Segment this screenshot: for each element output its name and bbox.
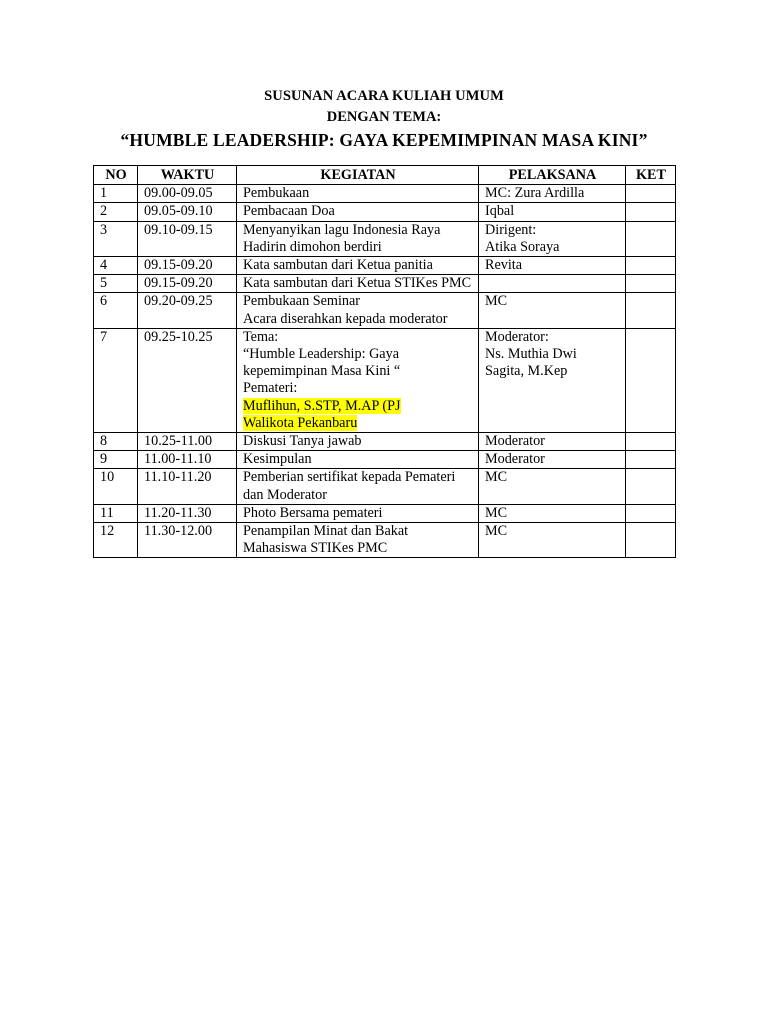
cell-ket	[626, 328, 676, 432]
cell-ket	[626, 275, 676, 293]
cell-ket	[626, 523, 676, 558]
cell-waktu: 09.15-09.20	[138, 275, 237, 293]
pelaksana-line: Moderator	[485, 433, 545, 450]
cell-no: 5	[94, 275, 138, 293]
table-row	[94, 221, 676, 256]
cell-pelaksana	[479, 221, 626, 256]
cell-no: 4	[94, 257, 138, 275]
cell-ket	[626, 185, 676, 203]
cell-kegiatan	[237, 221, 479, 256]
kegiatan-text: Penampilan Minat dan Bakat Mahasiswa STIKes PMC	[243, 523, 409, 557]
table-row	[94, 257, 676, 275]
cell-waktu: 09.20-09.25	[138, 293, 237, 328]
cell-no: 7	[94, 328, 138, 432]
highlighted-line: Muflihun, S.STP, M.AP (PJ	[243, 397, 401, 414]
cell-no: 3	[94, 221, 138, 256]
cell-kegiatan	[237, 275, 479, 293]
kegiatan-line: Diskusi Tanya jawab	[243, 433, 362, 450]
kegiatan-line: Pembukaan	[243, 185, 310, 202]
cell-pelaksana	[479, 451, 626, 469]
column-header-kegiatan: KEGIATAN	[237, 166, 479, 185]
kegiatan-text: Pemberian sertifikat kepada Pemateri dan Moderator	[243, 469, 456, 503]
cell-waktu: 11.30-12.00	[138, 523, 237, 558]
cell-waktu: 09.25-10.25	[138, 328, 237, 432]
cell-pelaksana	[479, 293, 626, 328]
cell-kegiatan	[237, 257, 479, 275]
kegiatan-line: kepemimpinan Masa Kini “	[243, 363, 401, 380]
cell-pelaksana	[479, 504, 626, 522]
kegiatan-line: Kata sambutan dari Ketua panitia	[243, 257, 433, 274]
cell-ket	[626, 221, 676, 256]
cell-no: 11	[94, 504, 138, 522]
cell-no: 9	[94, 451, 138, 469]
cell-ket	[626, 293, 676, 328]
pelaksana-line: Iqbal	[485, 203, 515, 220]
cell-no: 12	[94, 523, 138, 558]
cell-kegiatan	[237, 185, 479, 203]
cell-waktu: 10.25-11.00	[138, 433, 237, 451]
table-row	[94, 185, 676, 203]
table-row	[94, 469, 676, 504]
table-row	[94, 433, 676, 451]
kegiatan-line: Hadirin dimohon berdiri	[243, 238, 382, 255]
pelaksana-line: MC	[485, 469, 508, 486]
cell-pelaksana	[479, 328, 626, 432]
cell-kegiatan	[237, 433, 479, 451]
table-row	[94, 504, 676, 522]
pelaksana-line: Atika Soraya	[485, 238, 560, 255]
document-header	[0, 86, 768, 152]
header-line-2: DENGAN TEMA:	[326, 109, 442, 125]
pelaksana-line: MC: Zura Ardilla	[485, 185, 585, 202]
cell-pelaksana	[479, 203, 626, 221]
pelaksana-line: Moderator:	[485, 328, 549, 345]
schedule-body	[94, 185, 676, 558]
table-header-row	[94, 166, 676, 185]
cell-no: 6	[94, 293, 138, 328]
cell-ket	[626, 257, 676, 275]
cell-waktu: 11.20-11.30	[138, 504, 237, 522]
cell-no: 10	[94, 469, 138, 504]
cell-ket	[626, 451, 676, 469]
pelaksana-line: MC	[485, 293, 508, 310]
cell-pelaksana	[479, 185, 626, 203]
kegiatan-line: Photo Bersama pemateri	[243, 504, 383, 521]
cell-pelaksana	[479, 257, 626, 275]
cell-pelaksana	[479, 469, 626, 504]
table-row	[94, 293, 676, 328]
header-line-1: SUSUNAN ACARA KULIAH UMUM	[264, 88, 504, 104]
cell-no: 2	[94, 203, 138, 221]
cell-waktu: 09.10-09.15	[138, 221, 237, 256]
kegiatan-text: Kata sambutan dari Ketua STIKes PMC	[243, 275, 472, 292]
pelaksana-line: MC	[485, 523, 508, 540]
document-title: “HUMBLE LEADERSHIP: GAYA KEPEMIMPINAN MASA KINI”	[120, 130, 648, 150]
column-header-pelaksana: PELAKSANA	[479, 166, 626, 185]
table-row	[94, 523, 676, 558]
cell-pelaksana	[479, 523, 626, 558]
cell-kegiatan	[237, 203, 479, 221]
cell-ket	[626, 203, 676, 221]
kegiatan-line: Pembacaan Doa	[243, 203, 335, 220]
column-header-waktu: WAKTU	[138, 166, 237, 185]
cell-pelaksana	[479, 275, 626, 293]
table-row	[94, 451, 676, 469]
cell-waktu: 11.00-11.10	[138, 451, 237, 469]
cell-no: 1	[94, 185, 138, 203]
pelaksana-line: Dirigent:	[485, 221, 537, 238]
cell-ket	[626, 504, 676, 522]
cell-waktu: 09.15-09.20	[138, 257, 237, 275]
column-header-no: NO	[94, 166, 138, 185]
cell-kegiatan	[237, 451, 479, 469]
pelaksana-line: Ns. Muthia Dwi	[485, 346, 577, 363]
cell-kegiatan	[237, 328, 479, 432]
cell-pelaksana	[479, 433, 626, 451]
cell-no: 8	[94, 433, 138, 451]
pelaksana-line: Moderator	[485, 451, 545, 468]
pelaksana-line: Revita	[485, 257, 523, 274]
schedule-table	[93, 165, 676, 558]
cell-waktu: 09.05-09.10	[138, 203, 237, 221]
kegiatan-line: Pembukaan Seminar	[243, 293, 361, 310]
column-header-ket: KET	[626, 166, 676, 185]
kegiatan-line: Tema:	[243, 328, 279, 345]
table-row	[94, 275, 676, 293]
table-row	[94, 328, 676, 432]
pelaksana-line: Sagita, M.Kep	[485, 363, 568, 380]
speaker-name-highlight	[243, 398, 473, 432]
cell-kegiatan	[237, 504, 479, 522]
kegiatan-line: Acara diserahkan kepada moderator	[243, 310, 448, 327]
cell-ket	[626, 433, 676, 451]
cell-kegiatan	[237, 523, 479, 558]
cell-ket	[626, 469, 676, 504]
highlighted-line: Walikota Pekanbaru	[243, 414, 358, 431]
kegiatan-line: Menyanyikan lagu Indonesia Raya	[243, 221, 441, 238]
table-row	[94, 203, 676, 221]
cell-kegiatan	[237, 293, 479, 328]
kegiatan-line: Kesimpulan	[243, 451, 312, 468]
pelaksana-line: MC	[485, 504, 508, 521]
kegiatan-line: “Humble Leadership: Gaya	[243, 346, 400, 363]
cell-waktu: 09.00-09.05	[138, 185, 237, 203]
cell-waktu: 11.10-11.20	[138, 469, 237, 504]
cell-kegiatan	[237, 469, 479, 504]
kegiatan-line: Pemateri:	[243, 380, 298, 397]
